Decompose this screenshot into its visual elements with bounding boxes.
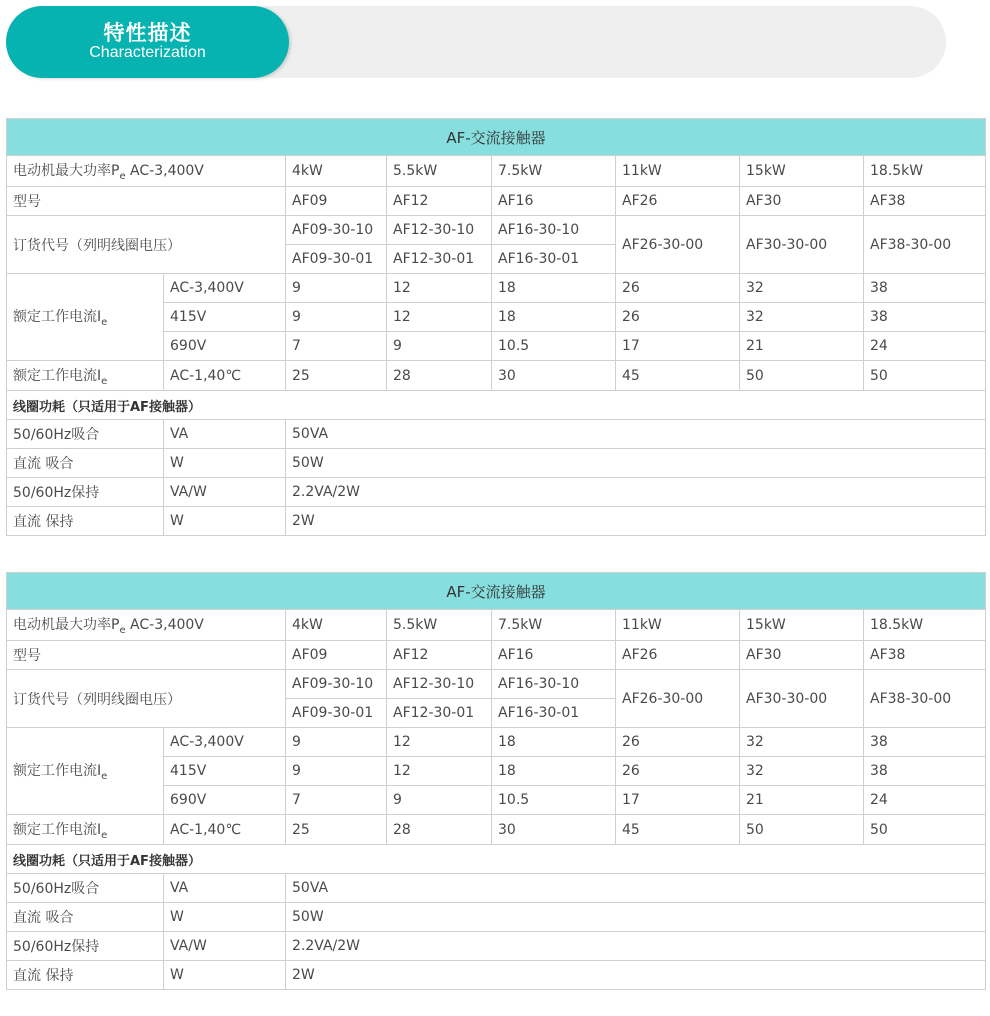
table-row (7, 670, 986, 699)
order-code-shared: AF26-30-00 (616, 216, 740, 274)
model-value: AF26 (616, 641, 740, 670)
rated-condition: 415V (164, 303, 286, 332)
table-row (7, 845, 986, 874)
coil-unit: VA (164, 874, 286, 903)
section-header-bar (6, 6, 946, 78)
order-code-shared: AF38-30-00 (864, 670, 986, 728)
rated-ac1-subscript: e (101, 829, 108, 841)
rated-value: 18 (492, 303, 616, 332)
rated-value: 9 (387, 786, 492, 815)
model-value: AF38 (864, 641, 986, 670)
power-condition: AC-3,400V (125, 163, 204, 180)
coil-label: 直流 吸合 (7, 903, 164, 932)
rated-condition: AC-3,400V (164, 274, 286, 303)
rated-ac1-value: 30 (492, 815, 616, 845)
table-row (7, 610, 986, 641)
table-row (7, 119, 986, 156)
power-label: 电动机最大功率P (13, 163, 120, 180)
power-label-cell (7, 156, 286, 187)
rated-ac1-condition: AC-1,40℃ (164, 361, 286, 391)
section-header-pill (6, 6, 289, 78)
order-label: 订货代号（列明线圈电压） (7, 670, 286, 728)
order-code: AF09-30-01 (286, 245, 387, 274)
rated-subscript: e (101, 770, 108, 782)
rated-label-text: 额定工作电流I (13, 763, 102, 780)
order-code: AF16-30-01 (492, 699, 616, 728)
spec-table (6, 118, 986, 536)
model-value: AF38 (864, 187, 986, 216)
table-row (7, 420, 986, 449)
table-caption: AF-交流接触器 (7, 573, 986, 610)
rated-value: 7 (286, 786, 387, 815)
coil-value: 2W (286, 507, 986, 536)
power-label: 电动机最大功率P (13, 617, 120, 634)
power-value: 4kW (286, 610, 387, 641)
rated-ac1-value: 45 (616, 361, 740, 391)
coil-label: 直流 吸合 (7, 449, 164, 478)
power-subscript: e (119, 170, 126, 182)
power-value: 11kW (616, 610, 740, 641)
power-value: 15kW (740, 156, 864, 187)
table-row (7, 391, 986, 420)
coil-label: 50/60Hz保持 (7, 932, 164, 961)
coil-value: 50W (286, 449, 986, 478)
order-code: AF16-30-10 (492, 670, 616, 699)
rated-ac1-value: 50 (740, 815, 864, 845)
section-title: 特性描述 (103, 21, 192, 45)
coil-label: 50/60Hz吸合 (7, 874, 164, 903)
power-value: 11kW (616, 156, 740, 187)
rated-label-text: 额定工作电流I (13, 309, 102, 326)
model-value: AF16 (492, 641, 616, 670)
rated-condition: 690V (164, 332, 286, 361)
coil-label: 直流 保持 (7, 507, 164, 536)
rated-value: 21 (740, 332, 864, 361)
order-code: AF12-30-10 (387, 670, 492, 699)
power-condition: AC-3,400V (125, 617, 204, 634)
rated-ac1-value: 50 (864, 361, 986, 391)
order-code-shared: AF38-30-00 (864, 216, 986, 274)
power-value: 4kW (286, 156, 387, 187)
order-code: AF16-30-01 (492, 245, 616, 274)
order-code-shared: AF30-30-00 (740, 216, 864, 274)
table-row (7, 274, 986, 303)
rated-value: 32 (740, 728, 864, 757)
table-row (7, 932, 986, 961)
coil-unit: VA/W (164, 478, 286, 507)
coil-value: 50W (286, 903, 986, 932)
order-label: 订货代号（列明线圈电压） (7, 216, 286, 274)
rated-ac1-label-text: 额定工作电流I (13, 367, 102, 384)
coil-label: 50/60Hz保持 (7, 478, 164, 507)
table-row (7, 361, 986, 391)
table-row (7, 961, 986, 990)
power-subscript: e (119, 624, 126, 636)
rated-value: 9 (286, 303, 387, 332)
rated-value: 32 (740, 303, 864, 332)
rated-ac1-value: 50 (740, 361, 864, 391)
rated-value: 26 (616, 757, 740, 786)
rated-value: 26 (616, 728, 740, 757)
table-row (7, 874, 986, 903)
power-value: 7.5kW (492, 610, 616, 641)
coil-value: 2.2VA/2W (286, 478, 986, 507)
coil-label: 50/60Hz吸合 (7, 420, 164, 449)
rated-value: 17 (616, 786, 740, 815)
section-subtitle: Characterization (89, 44, 206, 61)
rated-value: 18 (492, 274, 616, 303)
coil-label: 直流 保持 (7, 961, 164, 990)
rated-ac1-label (7, 361, 164, 391)
rated-value: 9 (286, 757, 387, 786)
coil-value: 50VA (286, 420, 986, 449)
order-code: AF12-30-01 (387, 699, 492, 728)
coil-unit: W (164, 449, 286, 478)
order-code: AF12-30-10 (387, 216, 492, 245)
table-row (7, 815, 986, 845)
order-code: AF09-30-10 (286, 216, 387, 245)
rated-value: 24 (864, 786, 986, 815)
power-value: 5.5kW (387, 610, 492, 641)
rated-value: 18 (492, 728, 616, 757)
model-label: 型号 (7, 187, 286, 216)
rated-value: 21 (740, 786, 864, 815)
coil-section-heading: 线圈功耗（只适用于AF接触器） (7, 845, 986, 874)
rated-ac1-subscript: e (101, 375, 108, 387)
model-value: AF12 (387, 641, 492, 670)
rated-value: 7 (286, 332, 387, 361)
rated-ac1-value: 30 (492, 361, 616, 391)
coil-unit: W (164, 903, 286, 932)
power-label-cell (7, 610, 286, 641)
coil-value: 2W (286, 961, 986, 990)
rated-subscript: e (101, 316, 108, 328)
model-label: 型号 (7, 641, 286, 670)
rated-value: 32 (740, 274, 864, 303)
order-code: AF09-30-01 (286, 699, 387, 728)
rated-value: 38 (864, 303, 986, 332)
coil-value: 50VA (286, 874, 986, 903)
model-value: AF26 (616, 187, 740, 216)
coil-unit: VA/W (164, 932, 286, 961)
table-row (7, 573, 986, 610)
rated-value: 10.5 (492, 332, 616, 361)
table-row (7, 216, 986, 245)
rated-ac1-value: 25 (286, 815, 387, 845)
table-caption: AF-交流接触器 (7, 119, 986, 156)
table-row (7, 641, 986, 670)
coil-value: 2.2VA/2W (286, 932, 986, 961)
rated-value: 32 (740, 757, 864, 786)
rated-ac1-label (7, 815, 164, 845)
table-row (7, 728, 986, 757)
rated-value: 18 (492, 757, 616, 786)
model-value: AF30 (740, 641, 864, 670)
model-value: AF16 (492, 187, 616, 216)
power-value: 18.5kW (864, 156, 986, 187)
model-value: AF12 (387, 187, 492, 216)
rated-ac1-condition: AC-1,40℃ (164, 815, 286, 845)
rated-value: 38 (864, 757, 986, 786)
order-code: AF09-30-10 (286, 670, 387, 699)
power-value: 15kW (740, 610, 864, 641)
coil-unit: W (164, 961, 286, 990)
table-row (7, 156, 986, 187)
table-row (7, 507, 986, 536)
model-value: AF09 (286, 641, 387, 670)
rated-value: 26 (616, 303, 740, 332)
rated-value: 9 (387, 332, 492, 361)
rated-ac1-value: 28 (387, 815, 492, 845)
rated-current-label (7, 274, 164, 361)
rated-value: 9 (286, 274, 387, 303)
rated-value: 12 (387, 728, 492, 757)
rated-value: 12 (387, 274, 492, 303)
model-value: AF09 (286, 187, 387, 216)
order-code-shared: AF26-30-00 (616, 670, 740, 728)
rated-value: 38 (864, 274, 986, 303)
rated-ac1-value: 28 (387, 361, 492, 391)
rated-value: 12 (387, 303, 492, 332)
coil-section-heading: 线圈功耗（只适用于AF接触器） (7, 391, 986, 420)
rated-ac1-value: 50 (864, 815, 986, 845)
table-row (7, 478, 986, 507)
coil-unit: W (164, 507, 286, 536)
model-value: AF30 (740, 187, 864, 216)
rated-condition: 415V (164, 757, 286, 786)
rated-value: 17 (616, 332, 740, 361)
rated-ac1-value: 45 (616, 815, 740, 845)
table-row (7, 903, 986, 932)
rated-value: 10.5 (492, 786, 616, 815)
rated-ac1-label-text: 额定工作电流I (13, 821, 102, 838)
coil-unit: VA (164, 420, 286, 449)
rated-value: 12 (387, 757, 492, 786)
order-code-shared: AF30-30-00 (740, 670, 864, 728)
rated-ac1-value: 25 (286, 361, 387, 391)
rated-value: 24 (864, 332, 986, 361)
rated-current-label (7, 728, 164, 815)
power-value: 7.5kW (492, 156, 616, 187)
rated-value: 9 (286, 728, 387, 757)
spec-table (6, 572, 986, 990)
table-row (7, 187, 986, 216)
rated-condition: AC-3,400V (164, 728, 286, 757)
order-code: AF12-30-01 (387, 245, 492, 274)
rated-value: 26 (616, 274, 740, 303)
rated-value: 38 (864, 728, 986, 757)
power-value: 18.5kW (864, 610, 986, 641)
power-value: 5.5kW (387, 156, 492, 187)
table-row (7, 449, 986, 478)
order-code: AF16-30-10 (492, 216, 616, 245)
rated-condition: 690V (164, 786, 286, 815)
